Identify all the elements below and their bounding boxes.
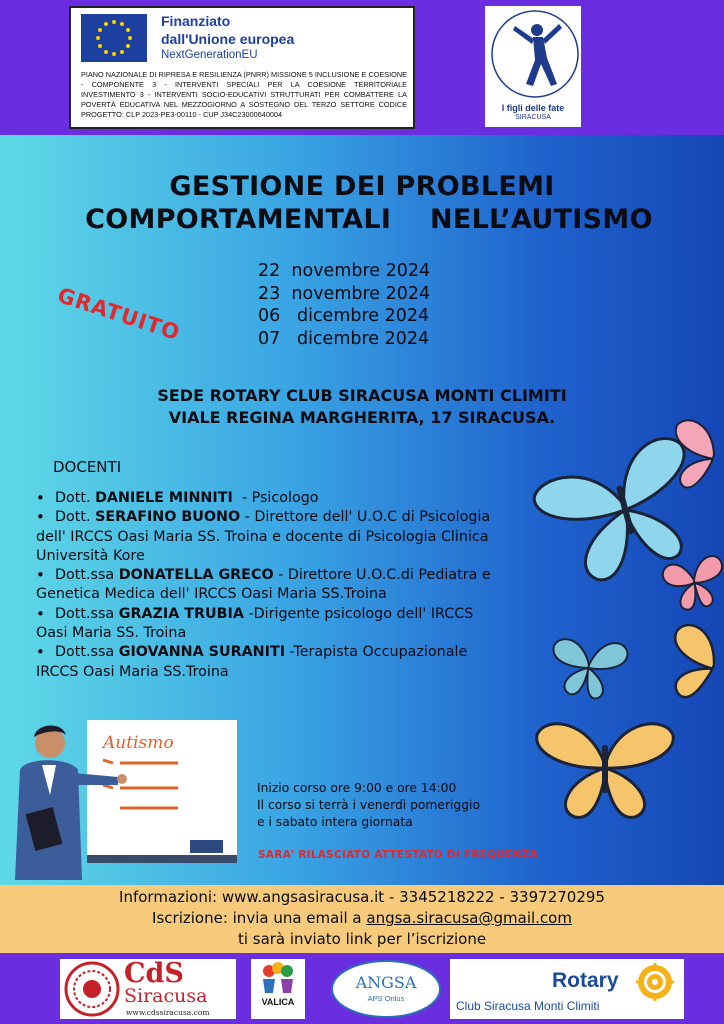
venue-line2: VIALE REGINA MARGHERITA, 17 SIRACUSA. — [168, 408, 556, 427]
docenti-heading: DOCENTI — [53, 458, 122, 476]
cds-city: Siracusa — [124, 985, 208, 1007]
docente-role-cont: Oasi Maria SS. Troina — [36, 625, 187, 642]
footer-logos — [0, 953, 724, 1024]
header-band — [0, 0, 724, 135]
angsa-sub: APS Onlus — [367, 994, 405, 1003]
valica-name: VALICA — [261, 997, 295, 1007]
rotary-wheel-icon — [636, 963, 674, 1001]
angsa-name: ANGSA — [355, 973, 417, 992]
eu-title-line2: dall'Unione europea — [161, 31, 295, 47]
docente-role-cont: dell' IRCCS Oasi Maria SS. Troina e docente di Psicologia Clinica Università Kore — [36, 528, 489, 564]
docente-name: GRAZIA TRUBIA — [118, 605, 244, 622]
date-item: 07 dicembre 2024 — [258, 328, 430, 349]
date-item: 06 dicembre 2024 — [258, 306, 430, 326]
venue-line1: SEDE ROTARY CLUB SIRACUSA MONTI CLIMITI — [157, 386, 567, 405]
certificate-note: SARA' RILASCIATO ATTESTATO DI FREQUENZA — [258, 849, 538, 861]
schedule-line3: e i sabato intera giornata — [257, 815, 413, 829]
email-link[interactable]: angsa.siracusa@gmail.com — [366, 909, 572, 927]
docente-title: Dott. — [55, 490, 91, 506]
fate-name: I figli delle fate — [501, 103, 565, 113]
docente-title: Dott.ssa — [55, 567, 115, 584]
butterfly-icon — [653, 620, 724, 703]
butterfly-icon — [546, 632, 629, 702]
eu-subtitle: NextGenerationEU — [161, 49, 258, 61]
schedule-line1: Inizio corso ore 9:00 e ore 14:00 — [257, 781, 457, 795]
fate-city: SIRACUSA — [515, 114, 551, 121]
link-note: ti sarà inviato link per l’iscrizione — [237, 930, 487, 948]
board-word: Autismo — [103, 733, 174, 753]
rotary-club: Club Siracusa Monti Climiti — [456, 999, 600, 1013]
main-content — [0, 135, 724, 885]
schedule-line2: Il corso si terrà i venerdì pomeriggio — [257, 798, 480, 812]
cds-url: www.cdssiracusa.com — [126, 1008, 210, 1017]
pnrr-text: PIANO NAZIONALE DI RIPRESA E RESILIENZA (PNRR) MISSIONE 5 INCLUSIONE E COESIONE - COMPONENTE 3 - INTERVENTI SPECIALI PER LA COESIONE TERRITORIALE INVESTIMENTO 3 - INTERVENTI SOCIO-EDUCATIVI STRUTTURATI PER COMBATTERE LA POVERTÀ EDUCATIVA NEL MEZZOGIORNO A SOSTEGNO DEL TERZO SETTORE CODICE PROGETTO: CLP 2023-PE3-00110 - CUP J34C23000640004 — [81, 70, 407, 119]
eu-flag-icon — [81, 14, 147, 62]
figli-delle-fate-logo — [485, 6, 581, 127]
contact-band — [0, 885, 724, 953]
angsa-logo — [330, 959, 442, 1019]
date-item: 22 novembre 2024 — [258, 261, 431, 281]
docente-role: -Terapista Occupazionale — [285, 644, 468, 661]
rotary-name: Rotary — [552, 969, 619, 992]
page-title — [0, 170, 724, 236]
docente-item — [36, 605, 556, 644]
dates-list — [258, 260, 430, 350]
title-line1: GESTIONE DEI PROBLEMI — [169, 171, 555, 202]
valica-people-icon — [251, 959, 305, 997]
docente-name: DANIELE MINNITI — [95, 490, 233, 506]
cds-logo — [60, 959, 236, 1019]
docente-role: - Direttore U.O.C.di Pediatra e — [273, 567, 491, 584]
info-line: Informazioni: www.angsasiracusa.it - 3345218222 - 3397270295 — [119, 888, 605, 906]
butterfly-icon — [661, 554, 724, 613]
rotary-logo — [450, 959, 684, 1019]
schedule-info — [257, 780, 480, 831]
cds-name: CdS — [124, 958, 184, 989]
cds-rose-icon — [63, 960, 121, 1018]
jumping-person-icon — [485, 6, 581, 102]
docente-title: Dott. — [55, 509, 91, 526]
iscrizione-line — [0, 909, 724, 927]
date-item: 23 novembre 2024 — [258, 283, 431, 304]
docente-item — [36, 566, 556, 605]
docente-item — [36, 643, 556, 682]
docente-role-cont: IRCCS Oasi Maria SS.Troina — [36, 663, 229, 680]
eu-title-line1: Finanziato — [161, 13, 231, 29]
butterfly-icon — [530, 705, 680, 825]
docenti-list — [36, 489, 556, 682]
docente-name: SERAFINO BUONO — [95, 509, 241, 526]
docente-role: -Dirigente psicologo dell' IRCCS — [243, 605, 474, 622]
valica-logo — [251, 959, 305, 1019]
docente-title: Dott.ssa — [55, 644, 115, 661]
docente-role: - Psicologo — [232, 490, 319, 506]
docente-role-cont: Genetica Medica dell' IRCCS Oasi Maria SS.Troina — [36, 586, 387, 603]
docente-role: - Direttore dell' U.O.C di Psicologia — [240, 509, 491, 526]
docente-name: GIOVANNA SURANITI — [118, 644, 286, 661]
eu-funding-logo — [69, 6, 415, 129]
docente-title: Dott.ssa — [55, 605, 115, 622]
butterflies-illustration — [514, 405, 724, 745]
docente-item — [36, 489, 556, 508]
iscrizione-prefix: Iscrizione: invia una email a — [152, 909, 367, 927]
title-line2: COMPORTAMENTALI NELL’AUTISMO — [85, 204, 653, 235]
free-badge: GRATUITO — [54, 283, 184, 346]
teacher-icon — [0, 715, 238, 880]
docente-item — [36, 508, 556, 566]
docente-name: DONATELLA GRECO — [118, 567, 274, 584]
teacher-illustration — [0, 715, 238, 880]
eu-title — [161, 12, 294, 48]
